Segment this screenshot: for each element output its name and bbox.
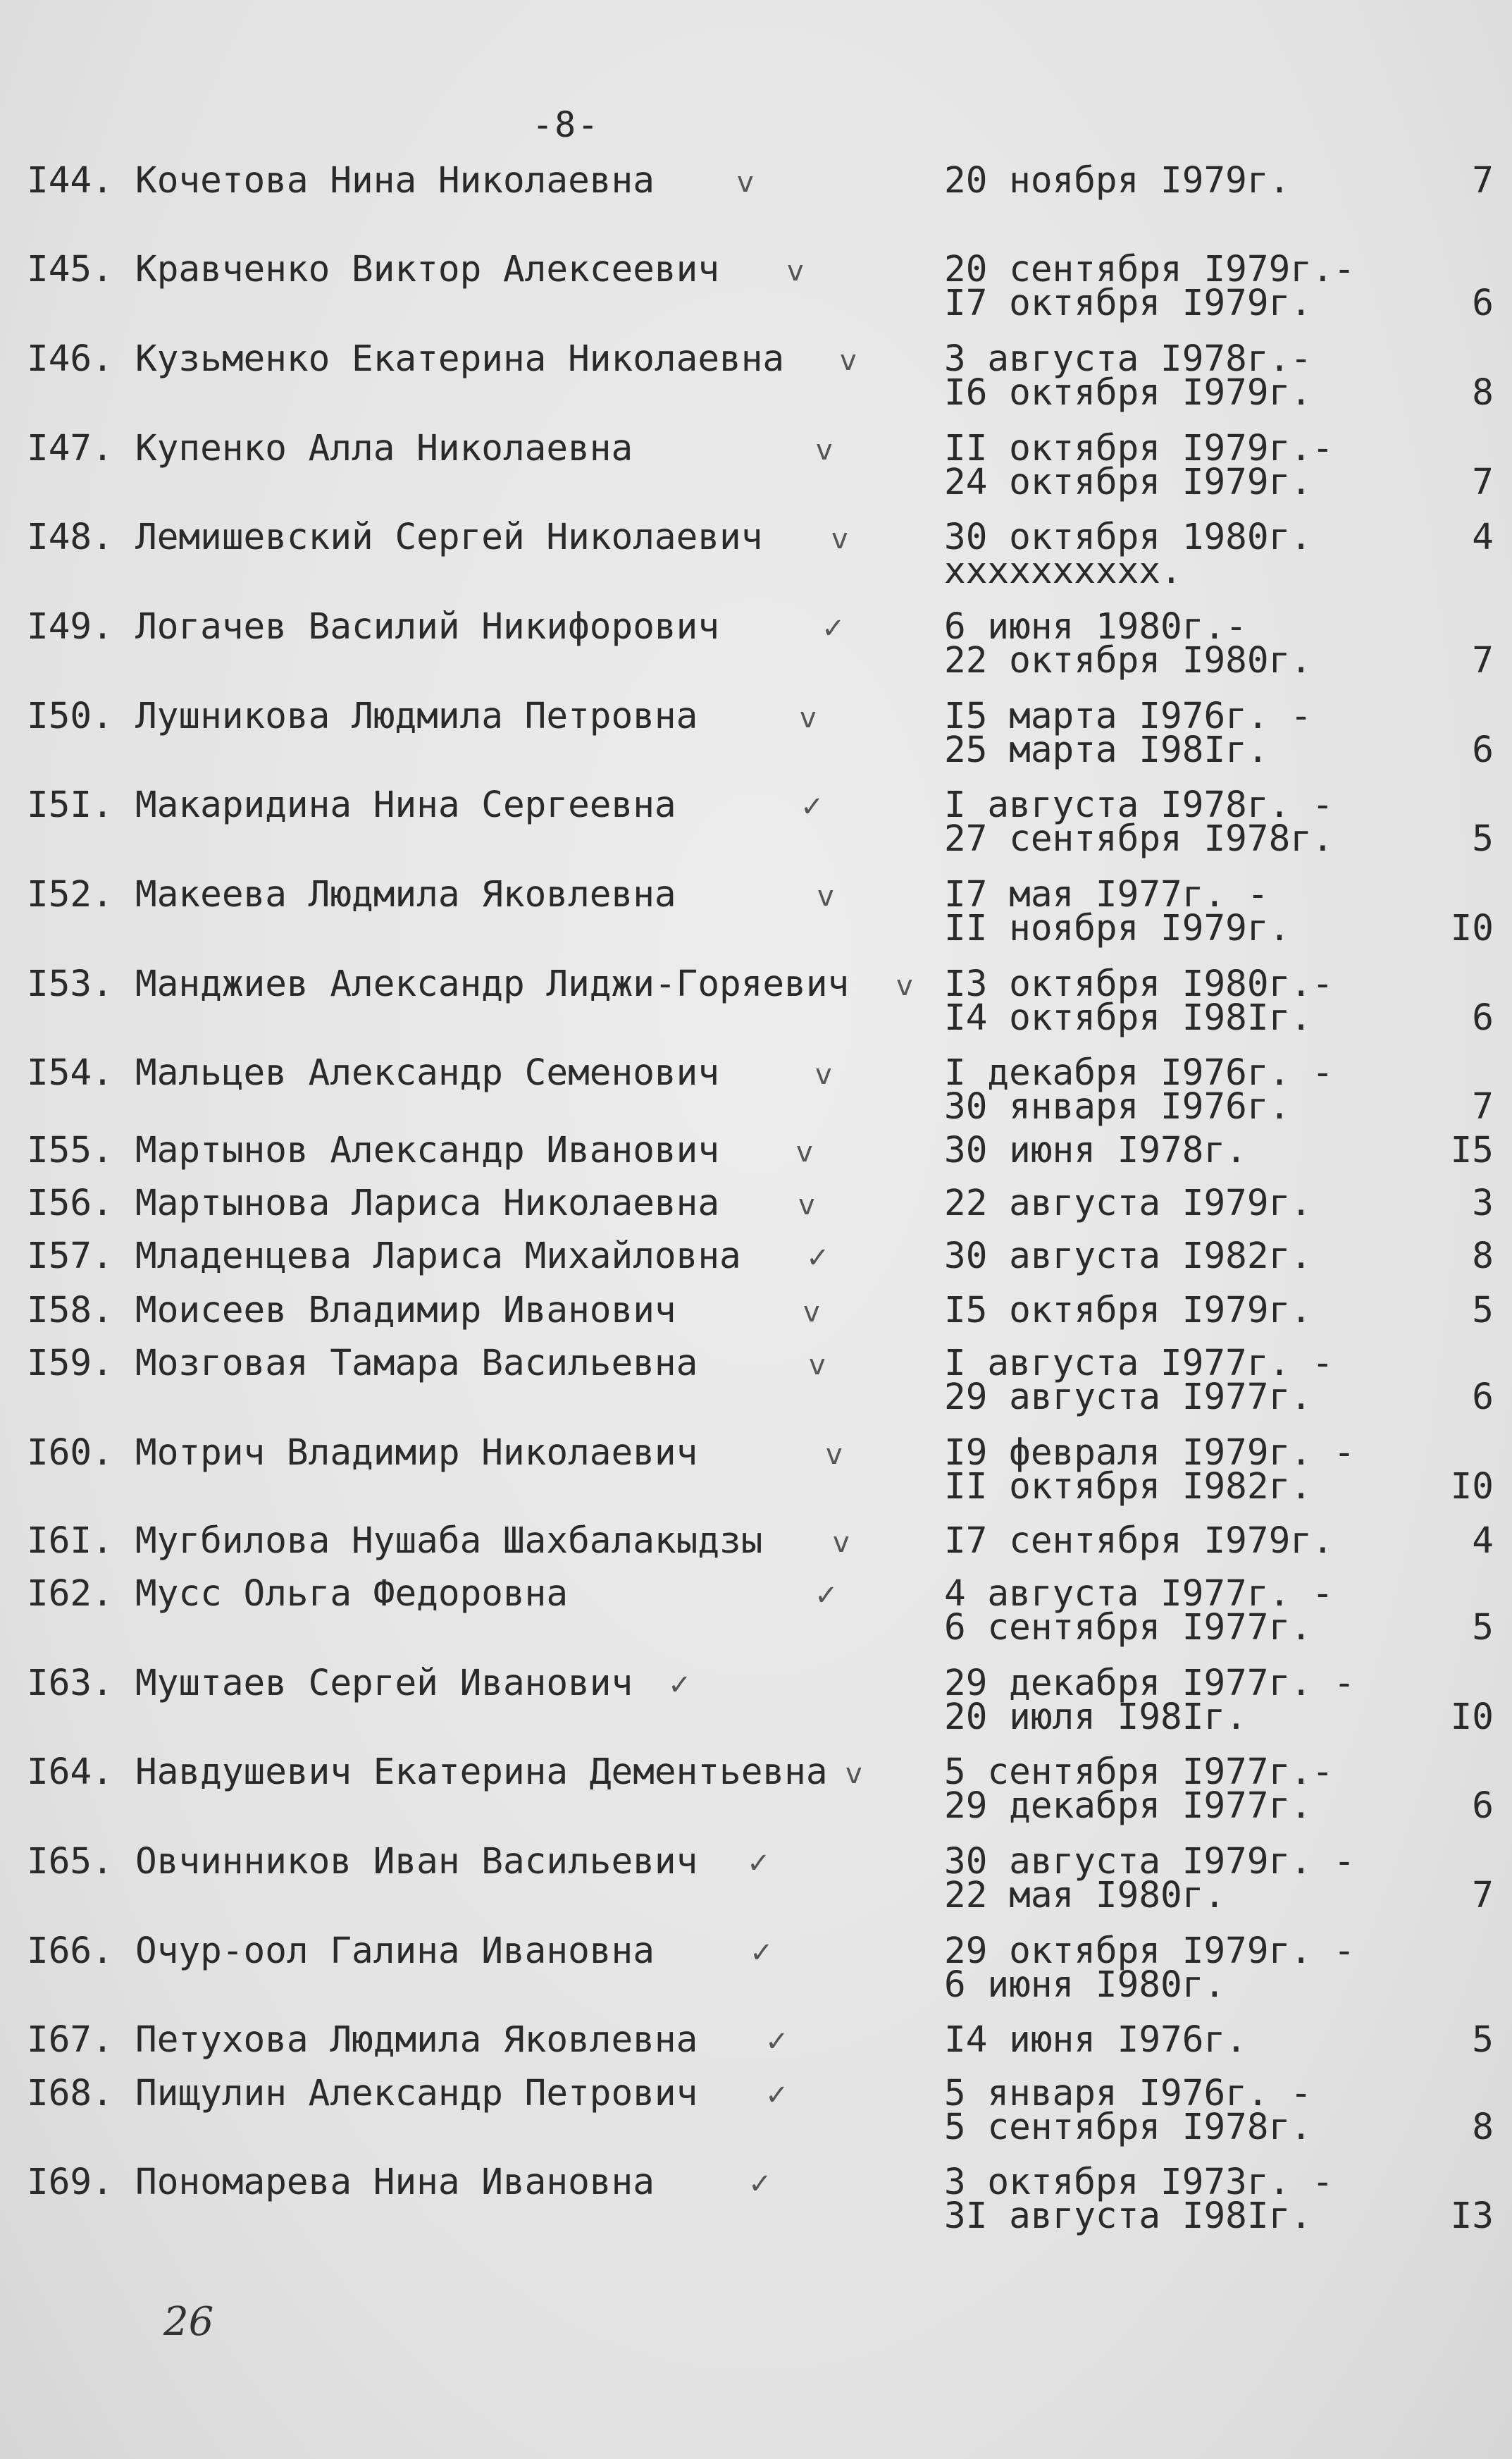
years-count: 8 [1472, 2107, 1494, 2148]
list-item [0, 517, 1512, 612]
entry-number: I54. [27, 1052, 113, 1094]
years-count: I0 [1450, 908, 1494, 949]
end-date: 29 декабря I977г. [944, 1785, 1312, 1827]
start-date: I5 марта I976г. - [944, 696, 1312, 737]
years-count: 8 [1472, 372, 1494, 414]
end-date: 22 мая I980г. [944, 1875, 1226, 1916]
end-date: II октября I982г. [944, 1466, 1312, 1508]
end-date: 22 октября I980г. [944, 640, 1312, 682]
person-name: Кравченко Виктор Алексеевич [135, 249, 720, 290]
check-mark: v [796, 1136, 813, 1169]
years-count: 8 [1472, 1235, 1494, 1277]
check-mark: ✓ [747, 1847, 771, 1880]
check-mark: ✓ [750, 1937, 774, 1969]
years-count: 6 [1472, 283, 1494, 324]
person-name: Мозговая Тамара Васильевна [135, 1343, 698, 1384]
list-item [0, 874, 1512, 969]
entry-number: I69. [27, 2162, 113, 2203]
years-count: 7 [1472, 160, 1494, 202]
page-number: -8- [532, 104, 600, 145]
check-mark: v [800, 702, 817, 734]
entry-number: I50. [27, 696, 113, 737]
end-date: 3I августа I98Iг. [944, 2195, 1312, 2237]
list-item [0, 1343, 1512, 1438]
start-date: I7 сентября I979г. [944, 1520, 1334, 1562]
years-count: 5 [1472, 818, 1494, 860]
person-name: Мугбилова Нушаба Шахбалакыдзы [135, 1520, 763, 1562]
list-item [0, 1841, 1512, 1936]
check-mark: v [787, 255, 804, 288]
check-mark: ✓ [814, 1579, 838, 1612]
person-name: Макеева Людмила Яковлевна [135, 874, 676, 916]
check-mark: ✓ [806, 1242, 830, 1274]
list-item [0, 963, 1512, 1059]
entry-number: I67. [27, 2019, 113, 2061]
entry-number: I65. [27, 1841, 113, 1882]
start-date: 30 августа I979г. - [944, 1841, 1356, 1882]
end-date: 27 сентября I978г. [944, 818, 1334, 860]
entry-number: I60. [27, 1432, 113, 1474]
person-name: Мусс Ольга Федоровна [135, 1573, 569, 1615]
check-mark: ✓ [765, 2079, 789, 2112]
years-count: I0 [1450, 1696, 1494, 1738]
end-date: I4 октября I98Iг. [944, 997, 1312, 1039]
start-date: 20 ноября I979г. [944, 160, 1291, 202]
person-name: Очур-оол Галина Ивановна [135, 1930, 655, 1972]
check-mark: v [809, 1349, 826, 1381]
entry-number: I57. [27, 1235, 113, 1277]
entry-number: I68. [27, 2073, 113, 2114]
start-date: 29 октября I979г. - [944, 1930, 1356, 1972]
years-count: 5 [1472, 2019, 1494, 2061]
years-count: 3 [1472, 1183, 1494, 1224]
check-mark: v [896, 970, 913, 1002]
entry-number: I52. [27, 874, 113, 916]
check-mark: v [817, 880, 834, 913]
start-date: I9 февраля I979г. - [944, 1432, 1356, 1474]
end-date: 20 июля I98Iг. [944, 1696, 1247, 1738]
list-item [0, 1930, 1512, 2026]
person-name: Овчинников Иван Васильевич [135, 1841, 698, 1882]
entry-number: I5I. [27, 784, 113, 826]
list-item [0, 2073, 1512, 2168]
entry-number: I55. [27, 1130, 113, 1171]
person-name: Муштаев Сергей Иванович [135, 1663, 633, 1704]
entry-number: I46. [27, 338, 113, 380]
entry-number: I63. [27, 1663, 113, 1704]
list-item [0, 1573, 1512, 1668]
years-count: I0 [1450, 1466, 1494, 1508]
end-date: 24 октября I979г. [944, 462, 1312, 503]
start-date: II октября I979г.- [944, 428, 1334, 469]
handwritten-note: 26 [163, 2299, 214, 2345]
person-name: Лушникова Людмила Петровна [135, 696, 698, 737]
list-item [0, 1751, 1512, 1847]
check-mark: v [737, 166, 754, 199]
person-name: Мартынов Александр Иванович [135, 1130, 720, 1171]
entry-number: I56. [27, 1183, 113, 1224]
start-date: 6 июня 1980г.- [944, 606, 1247, 648]
person-name: Купенко Алла Николаевна [135, 428, 633, 469]
start-date: I3 октября I980г.- [944, 963, 1334, 1005]
years-count: I5 [1450, 1130, 1494, 1171]
person-name: Манджиев Александр Лиджи-Горяевич [135, 963, 850, 1005]
years-count: 6 [1472, 1376, 1494, 1418]
start-date: I7 мая I977г. - [944, 874, 1269, 916]
years-count: 7 [1472, 640, 1494, 682]
list-item [0, 338, 1512, 433]
end-date: 25 марта I98Iг. [944, 729, 1269, 771]
list-item [0, 784, 1512, 880]
entry-number: I64. [27, 1751, 113, 1793]
years-count: 6 [1472, 1785, 1494, 1827]
check-mark: v [826, 1438, 843, 1471]
end-date: 5 сентября I978г. [944, 2107, 1312, 2148]
end-date: xxxxxxxxxx. [944, 550, 1182, 592]
check-mark: v [803, 1296, 820, 1329]
person-name: Петухова Людмила Яковлевна [135, 2019, 698, 2061]
start-date: I августа I978г. - [944, 784, 1334, 826]
years-count: 7 [1472, 1086, 1494, 1128]
check-mark: ✓ [800, 791, 824, 823]
person-name: Макаридина Нина Сергеевна [135, 784, 676, 826]
years-count: 4 [1472, 1520, 1494, 1562]
years-count: 4 [1472, 517, 1494, 558]
start-date: 20 сентября I979г.- [944, 249, 1356, 290]
person-name: Мальцев Александр Семенович [135, 1052, 720, 1094]
entry-number: I53. [27, 963, 113, 1005]
end-date: 6 сентября I977г. [944, 1607, 1312, 1648]
check-mark: v [815, 1059, 832, 1091]
end-date: I6 октября I979г. [944, 372, 1312, 414]
person-name: Кузьменко Екатерина Николаевна [135, 338, 785, 380]
check-mark: ✓ [765, 2026, 789, 2058]
start-date: 29 декабря I977г. - [944, 1663, 1356, 1704]
check-mark: v [831, 523, 848, 555]
entry-number: I59. [27, 1343, 113, 1384]
list-item [0, 696, 1512, 791]
years-count: 7 [1472, 462, 1494, 503]
start-date: 4 августа I977г. - [944, 1573, 1334, 1615]
person-name: Моисеев Владимир Иванович [135, 1290, 676, 1331]
check-mark: v [840, 345, 857, 377]
person-name: Пищулин Александр Петрович [135, 2073, 698, 2114]
entry-number: I48. [27, 517, 113, 558]
years-count: 6 [1472, 729, 1494, 771]
entry-number: I62. [27, 1573, 113, 1615]
start-date: I августа I977г. - [944, 1343, 1334, 1384]
check-mark: v [816, 434, 833, 467]
start-date: 3 октября I973г. - [944, 2162, 1334, 2203]
list-item [0, 428, 1512, 523]
years-count: 7 [1472, 1875, 1494, 1916]
person-name: Мотрич Владимир Николаевич [135, 1432, 698, 1474]
entry-number: I66. [27, 1930, 113, 1972]
list-item [0, 606, 1512, 701]
start-date: 22 августа I979г. [944, 1183, 1312, 1224]
list-item [0, 1663, 1512, 1758]
list-item [0, 2162, 1512, 2257]
entry-number: I44. [27, 160, 113, 202]
check-mark: ✓ [822, 612, 845, 645]
person-name: Навдушевич Екатерина Дементьевна [135, 1751, 828, 1793]
check-mark: v [845, 1758, 862, 1790]
end-date: I7 октября I979г. [944, 283, 1312, 324]
list-item [0, 160, 1512, 255]
check-mark: v [833, 1527, 850, 1559]
years-count: I3 [1450, 2195, 1494, 2237]
start-date: 5 января I976г. - [944, 2073, 1312, 2114]
end-date: 30 января I976г. [944, 1086, 1291, 1128]
start-date: I4 июня I976г. [944, 2019, 1247, 2061]
person-name: Логачев Василий Никифорович [135, 606, 720, 648]
start-date: I декабря I976г. - [944, 1052, 1334, 1094]
check-mark: ✓ [668, 1669, 692, 1701]
start-date: 5 сентября I977г.- [944, 1751, 1334, 1793]
years-count: 5 [1472, 1290, 1494, 1331]
person-name: Лемишевский Сергей Николаевич [135, 517, 763, 558]
start-date: 30 июня I978г. [944, 1130, 1247, 1171]
person-name: Младенцева Лариса Михайловна [135, 1235, 741, 1277]
check-mark: v [798, 1189, 815, 1221]
entry-number: I45. [27, 249, 113, 290]
person-name: Кочетова Нина Николаевна [135, 160, 655, 202]
start-date: I5 октября I979г. [944, 1290, 1312, 1331]
start-date: 30 августа I982г. [944, 1235, 1312, 1277]
person-name: Мартынова Лариса Николаевна [135, 1183, 720, 1224]
entry-number: I49. [27, 606, 113, 648]
end-date: 6 июня I980г. [944, 1964, 1226, 2006]
check-mark: ✓ [748, 2168, 772, 2200]
start-date: 30 октября 1980г. [944, 517, 1312, 558]
years-count: 6 [1472, 997, 1494, 1039]
start-date: 3 августа I978г.- [944, 338, 1312, 380]
entry-number: I58. [27, 1290, 113, 1331]
end-date: 29 августа I977г. [944, 1376, 1312, 1418]
list-item [0, 1432, 1512, 1527]
person-name: Пономарева Нина Ивановна [135, 2162, 655, 2203]
entry-number: I47. [27, 428, 113, 469]
list-item [0, 249, 1512, 344]
end-date: II ноября I979г. [944, 908, 1291, 949]
entry-number: I6I. [27, 1520, 113, 1562]
years-count: 5 [1472, 1607, 1494, 1648]
